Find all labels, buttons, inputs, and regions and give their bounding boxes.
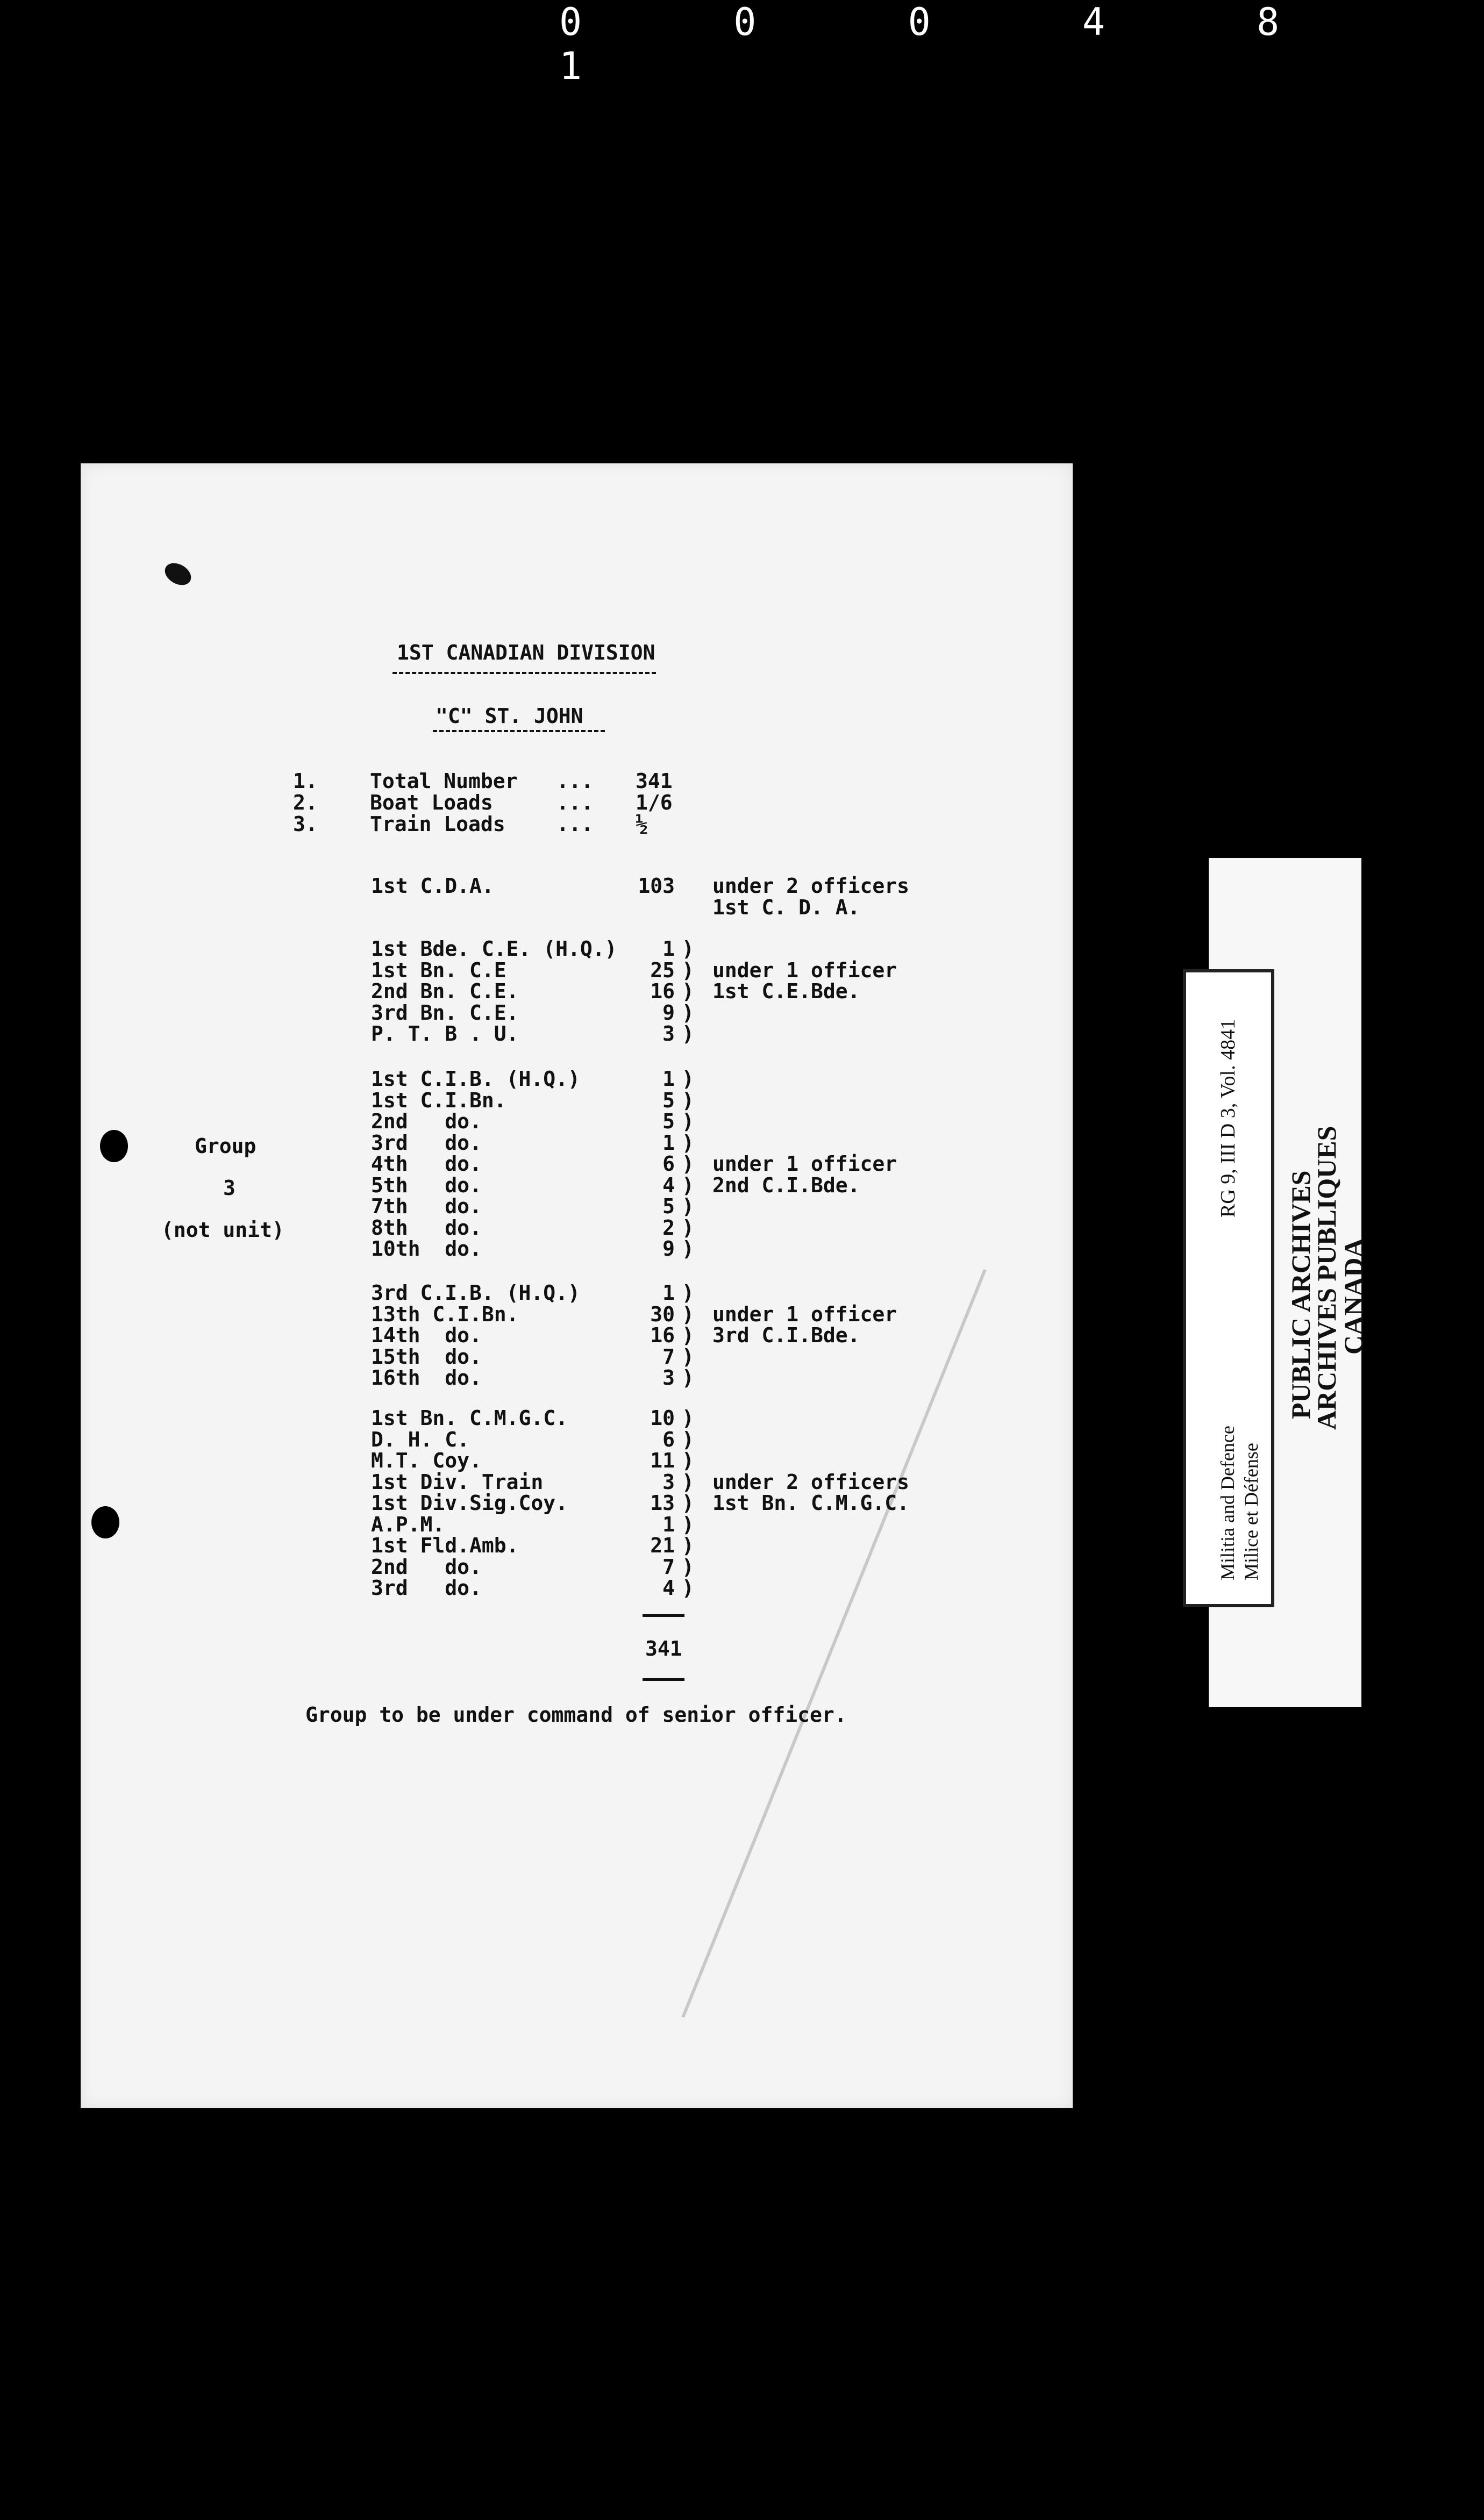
unit-count: 16	[650, 1323, 675, 1347]
unit-name: 3rd C.I.B. (H.Q.)	[371, 1281, 580, 1305]
unit-name: 2nd do.	[371, 1555, 482, 1579]
group-type: (not unit)	[161, 1218, 284, 1242]
bracket: )	[682, 1022, 694, 1046]
bracket: )	[682, 1449, 694, 1472]
unit-name: 2nd Bn. C.E.	[371, 979, 519, 1003]
section-note: under 1 officer	[712, 1302, 897, 1326]
summary-value: 341	[636, 769, 673, 793]
unit-name: D. H. C.	[371, 1427, 470, 1451]
document-title: 1ST CANADIAN DIVISION	[397, 641, 655, 664]
section-note: under 2 officers	[712, 1470, 910, 1494]
unit-count: 3	[662, 1366, 675, 1390]
unit-name: 14th do.	[371, 1323, 482, 1347]
bracket: )	[682, 1366, 694, 1390]
document-subtitle: "C" ST. JOHN	[436, 704, 583, 728]
unit-count: 13	[650, 1491, 675, 1515]
subtitle-underline	[433, 730, 605, 732]
section-note: 2nd C.I.Bde.	[712, 1173, 860, 1197]
bracket: )	[682, 1088, 694, 1112]
unit-name: 8th do.	[371, 1215, 482, 1240]
bracket: )	[682, 1173, 694, 1197]
unit-name: 7th do.	[371, 1194, 482, 1218]
unit-name: 3rd do.	[371, 1130, 482, 1155]
unit-name: 3rd do.	[371, 1576, 482, 1600]
bracket: )	[682, 1555, 694, 1579]
summary-dots: ...	[556, 769, 594, 793]
summary-number: 2.	[293, 791, 318, 814]
section-note: under 1 officer	[712, 958, 897, 982]
summary-number: 1.	[293, 769, 318, 793]
punch-hole-top	[100, 1130, 128, 1162]
unit-count: 6	[662, 1152, 675, 1176]
unit-name: 3rd Bn. C.E.	[371, 1000, 519, 1025]
bracket: )	[682, 1152, 694, 1176]
unit-name: 2nd do.	[371, 1109, 482, 1133]
unit-count: 25	[650, 958, 675, 982]
bracket: )	[682, 1237, 694, 1261]
unit-count: 3	[662, 1470, 675, 1494]
bracket: )	[682, 1576, 694, 1600]
unit-count: 5	[662, 1194, 675, 1218]
title-underline	[393, 672, 656, 674]
unit-count: 5	[662, 1109, 675, 1133]
unit-count: 1	[662, 1512, 675, 1536]
bracket: )	[682, 1470, 694, 1494]
unit-name: 1st Div. Train	[371, 1470, 544, 1494]
unit-name: 10th do.	[371, 1237, 482, 1261]
unit-count: 6	[662, 1427, 675, 1451]
bracket: )	[682, 1067, 694, 1091]
unit-name: 1st Bn. C.E	[371, 958, 506, 982]
archives-en: PUBLIC ARCHIVES	[1286, 1170, 1316, 1419]
total-count: 341	[645, 1637, 682, 1660]
footer-note: Group to be under command of senior officer.	[305, 1703, 847, 1727]
bracket: )	[682, 1534, 694, 1557]
bracket: )	[682, 1130, 694, 1155]
bracket: )	[682, 1323, 694, 1347]
bracket: )	[682, 1406, 694, 1430]
total-rule-top	[643, 1614, 684, 1617]
unit-name: 1st Fld.Amb.	[371, 1534, 519, 1557]
archives-fr: ARCHIVES PUBLIQUES	[1311, 1126, 1342, 1430]
bracket: )	[682, 1215, 694, 1240]
unit-count: 7	[662, 1344, 675, 1369]
unit-name: 4th do.	[371, 1152, 482, 1176]
bracket: )	[682, 979, 694, 1003]
unit-count: 1	[662, 1281, 675, 1305]
bracket: )	[682, 1194, 694, 1218]
unit-count: 2	[662, 1215, 675, 1240]
unit-name: 1st C.I.B. (H.Q.)	[371, 1067, 580, 1091]
summary-dots: ...	[556, 791, 594, 814]
unit-count: 30	[650, 1302, 675, 1326]
total-rule-bottom	[643, 1678, 684, 1681]
unit-name: 1st C.I.Bn.	[371, 1088, 506, 1112]
archive-reference: RG 9, III D 3, Vol. 4841	[1217, 1019, 1239, 1218]
unit-count: 16	[650, 979, 675, 1003]
unit-name: M.T. Coy.	[371, 1449, 482, 1472]
unit-name: 1st Div.Sig.Coy.	[371, 1491, 568, 1515]
unit-count: 1	[662, 1067, 675, 1091]
unit-count: 103	[638, 874, 675, 898]
unit-name: 5th do.	[371, 1173, 482, 1197]
unit-count: 1	[662, 937, 675, 961]
department-en: Militia and Defence	[1217, 1426, 1238, 1580]
bracket: )	[682, 1281, 694, 1305]
unit-count: 3	[662, 1022, 675, 1046]
summary-value: 1/6	[636, 791, 673, 814]
section-note: under 1 officer	[712, 1152, 897, 1176]
archives-country: CANADA	[1338, 1238, 1368, 1355]
unit-count: 21	[650, 1534, 675, 1557]
unit-name: 1st C.D.A.	[371, 874, 494, 898]
unit-count: 4	[662, 1576, 675, 1600]
bracket: )	[682, 1000, 694, 1025]
bracket: )	[682, 1427, 694, 1451]
group-number: 3	[223, 1176, 236, 1200]
unit-name: 13th C.I.Bn.	[371, 1302, 519, 1326]
summary-label: Boat Loads	[370, 791, 493, 814]
unit-name: A.P.M.	[371, 1512, 445, 1536]
frame-number: 0 0 0 4 8 1	[559, 0, 1344, 88]
bracket: )	[682, 1109, 694, 1133]
section-note: 1st C. D. A.	[712, 895, 860, 919]
paper-fold	[681, 1269, 986, 2018]
section-note: 1st Bn. C.M.G.C.	[712, 1491, 910, 1515]
punch-hole-bottom	[91, 1506, 119, 1538]
bracket: )	[682, 937, 694, 961]
unit-count: 5	[662, 1088, 675, 1112]
section-note: 3rd C.I.Bde.	[712, 1323, 860, 1347]
unit-count: 11	[650, 1449, 675, 1472]
bracket: )	[682, 1491, 694, 1515]
summary-value: ½	[636, 812, 648, 836]
unit-name: P. T. B . U.	[371, 1022, 519, 1046]
unit-name: 1st Bde. C.E. (H.Q.)	[371, 937, 617, 961]
unit-count: 9	[662, 1000, 675, 1025]
summary-number: 3.	[293, 812, 318, 836]
bracket: )	[682, 1512, 694, 1536]
group-label: Group	[195, 1134, 256, 1158]
unit-count: 10	[650, 1406, 675, 1430]
unit-count: 1	[662, 1130, 675, 1155]
summary-dots: ...	[556, 812, 594, 836]
section-note: under 2 officers	[712, 874, 910, 898]
summary-label: Train Loads	[370, 812, 505, 836]
unit-count: 7	[662, 1555, 675, 1579]
unit-name: 16th do.	[371, 1366, 482, 1390]
unit-count: 4	[662, 1173, 675, 1197]
bracket: )	[682, 1344, 694, 1369]
unit-name: 15th do.	[371, 1344, 482, 1369]
bracket: )	[682, 1302, 694, 1326]
section-note: 1st C.E.Bde.	[712, 979, 860, 1003]
unit-count: 9	[662, 1237, 675, 1261]
bracket: )	[682, 958, 694, 982]
unit-name: 1st Bn. C.M.G.C.	[371, 1406, 568, 1430]
department-fr: Milice et Défense	[1240, 1443, 1262, 1580]
summary-label: Total Number	[370, 769, 518, 793]
